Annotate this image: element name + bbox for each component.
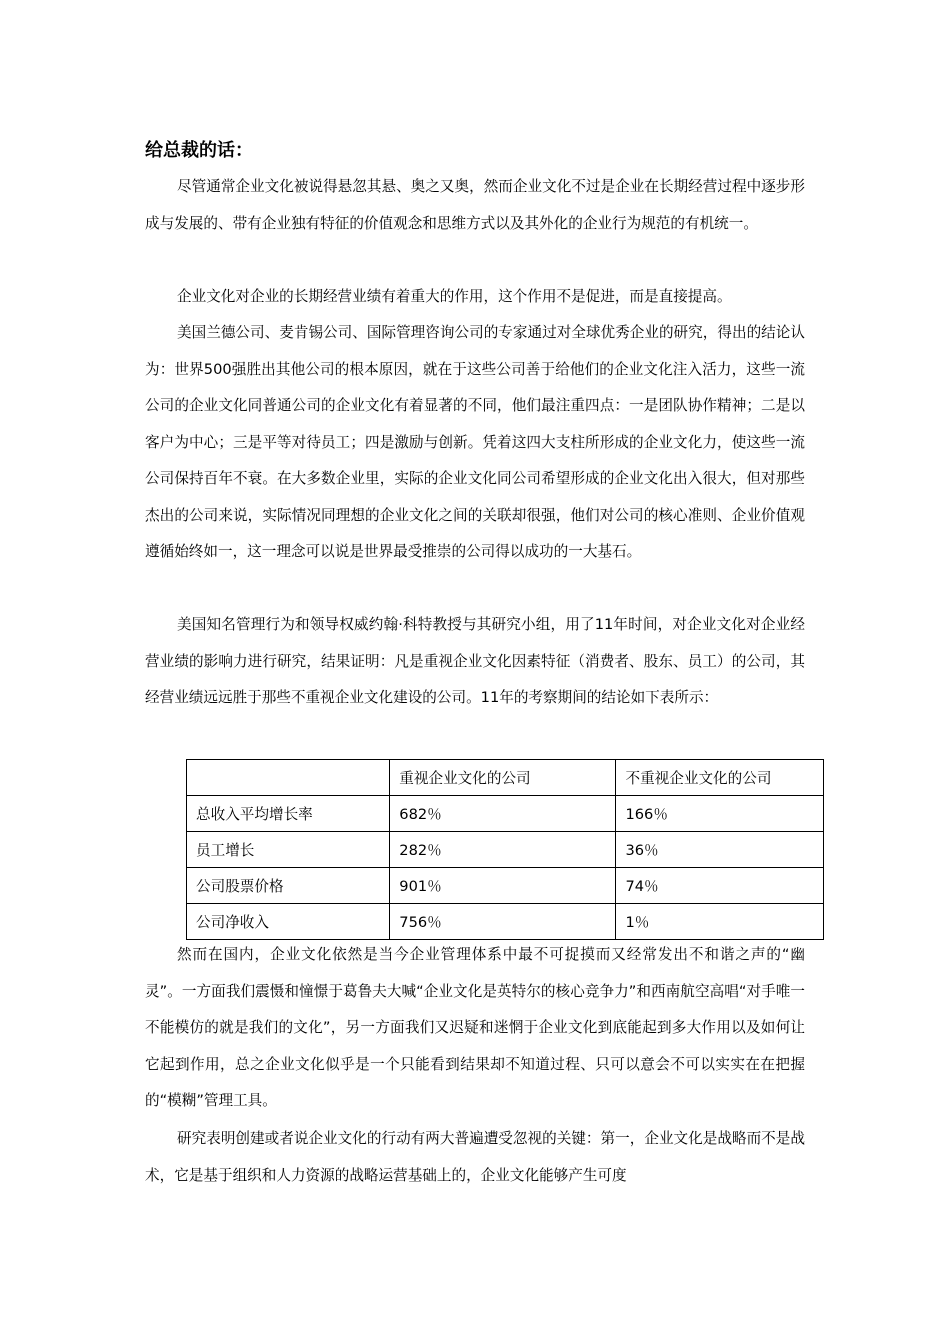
paragraph-keys: 研究表明创建或者说企业文化的行动有两大普遍遭受忽视的关键：第一，企业文化是战略而不是战术，它是基于组织和人力资源的战略运营基础上的，企业文化能够产生可度	[145, 1130, 805, 1184]
table-header-cell: 不重视企业文化的公司	[616, 760, 824, 796]
paragraph-research: 美国兰德公司、麦肯锡公司、国际管理咨询公司的专家通过对全球优秀企业的研究，得出的结论认为：世界500强胜出其他公司的根本原因，就在于这些公司善于给他们的企业文化注入活力，这些一流公司的企业文化同普通公司的企业文化有着显著的不同，他们最注重四点：一是团队协作精神；二是以客户为中心；三是平等对待员工；四是激励与创新。凭着这四大支柱所形成的企业文化力，使这些一流公司保持百年不衰。在大多数企业里，实际的企业文化同公司希望形成的企业文化出入很大，但对那些杰出的公司来说，实际情况同理想的企业文化之间的关联却很强，他们对公司的核心准则、企业价值观遵循始终如一，这一理念可以说是世界最受推崇的公司得以成功的一大基石。	[145, 324, 805, 560]
table-row	[187, 868, 824, 904]
table-cell: 74％	[616, 868, 824, 904]
paragraph-domestic: 然而在国内，企业文化依然是当今企业管理体系中最不可捉摸而又经常发出不和谐之声的“幽灵”。一方面我们震慑和憧憬于葛鲁夫大喊“企业文化是英特尔的核心竞争力”和西南航空高唱“对手唯一不能模仿的就是我们的文化”，另一方面我们又迟疑和迷惘于企业文化到底能起到多大作用以及如何让它起到作用，总之企业文化似乎是一个只能看到结果却不知道过程、只可以意会不可以实实在在把握的“模糊”管理工具。	[145, 946, 805, 1109]
table-cell: 公司净收入	[187, 904, 390, 940]
table-cell: 756％	[390, 904, 616, 940]
table-cell: 166％	[616, 796, 824, 832]
table-header-row	[187, 760, 824, 796]
table-row	[187, 832, 824, 868]
paragraph-definition: 尽管通常企业文化被说得悬忽其悬、奥之又奥，然而企业文化不过是企业在长期经营过程中逐步形成与发展的、带有企业独有特征的价值观念和思维方式以及其外化的企业行为规范的有机统一。	[145, 178, 805, 232]
table-row	[187, 904, 824, 940]
table-cell: 682％	[390, 796, 616, 832]
table-cell: 36％	[616, 832, 824, 868]
table-header-cell: 重视企业文化的公司	[390, 760, 616, 796]
table-cell: 总收入平均增长率	[187, 796, 390, 832]
table-header-cell	[187, 760, 390, 796]
paragraph-kotter-study: 美国知名管理行为和领导权威约翰·科特教授与其研究小组，用了11年时间，对企业文化对企业经营业绩的影响力进行研究，结果证明：凡是重视企业文化因素特征（消费者、股东、员工）的公司，其经营业绩远远胜于那些不重视企业文化建设的公司。11年的考察期间的结论如下表所示：	[145, 616, 805, 706]
table-cell: 员工增长	[187, 832, 390, 868]
results-table	[186, 759, 824, 940]
paragraph-impact: 企业文化对企业的长期经营业绩有着重大的作用，这个作用不是促进，而是直接提高。	[177, 288, 732, 305]
table-cell: 1％	[616, 904, 824, 940]
table-cell: 901％	[390, 868, 616, 904]
table-cell: 282％	[390, 832, 616, 868]
document-heading: 给总裁的话：	[145, 140, 253, 161]
table-row	[187, 796, 824, 832]
table-cell: 公司股票价格	[187, 868, 390, 904]
